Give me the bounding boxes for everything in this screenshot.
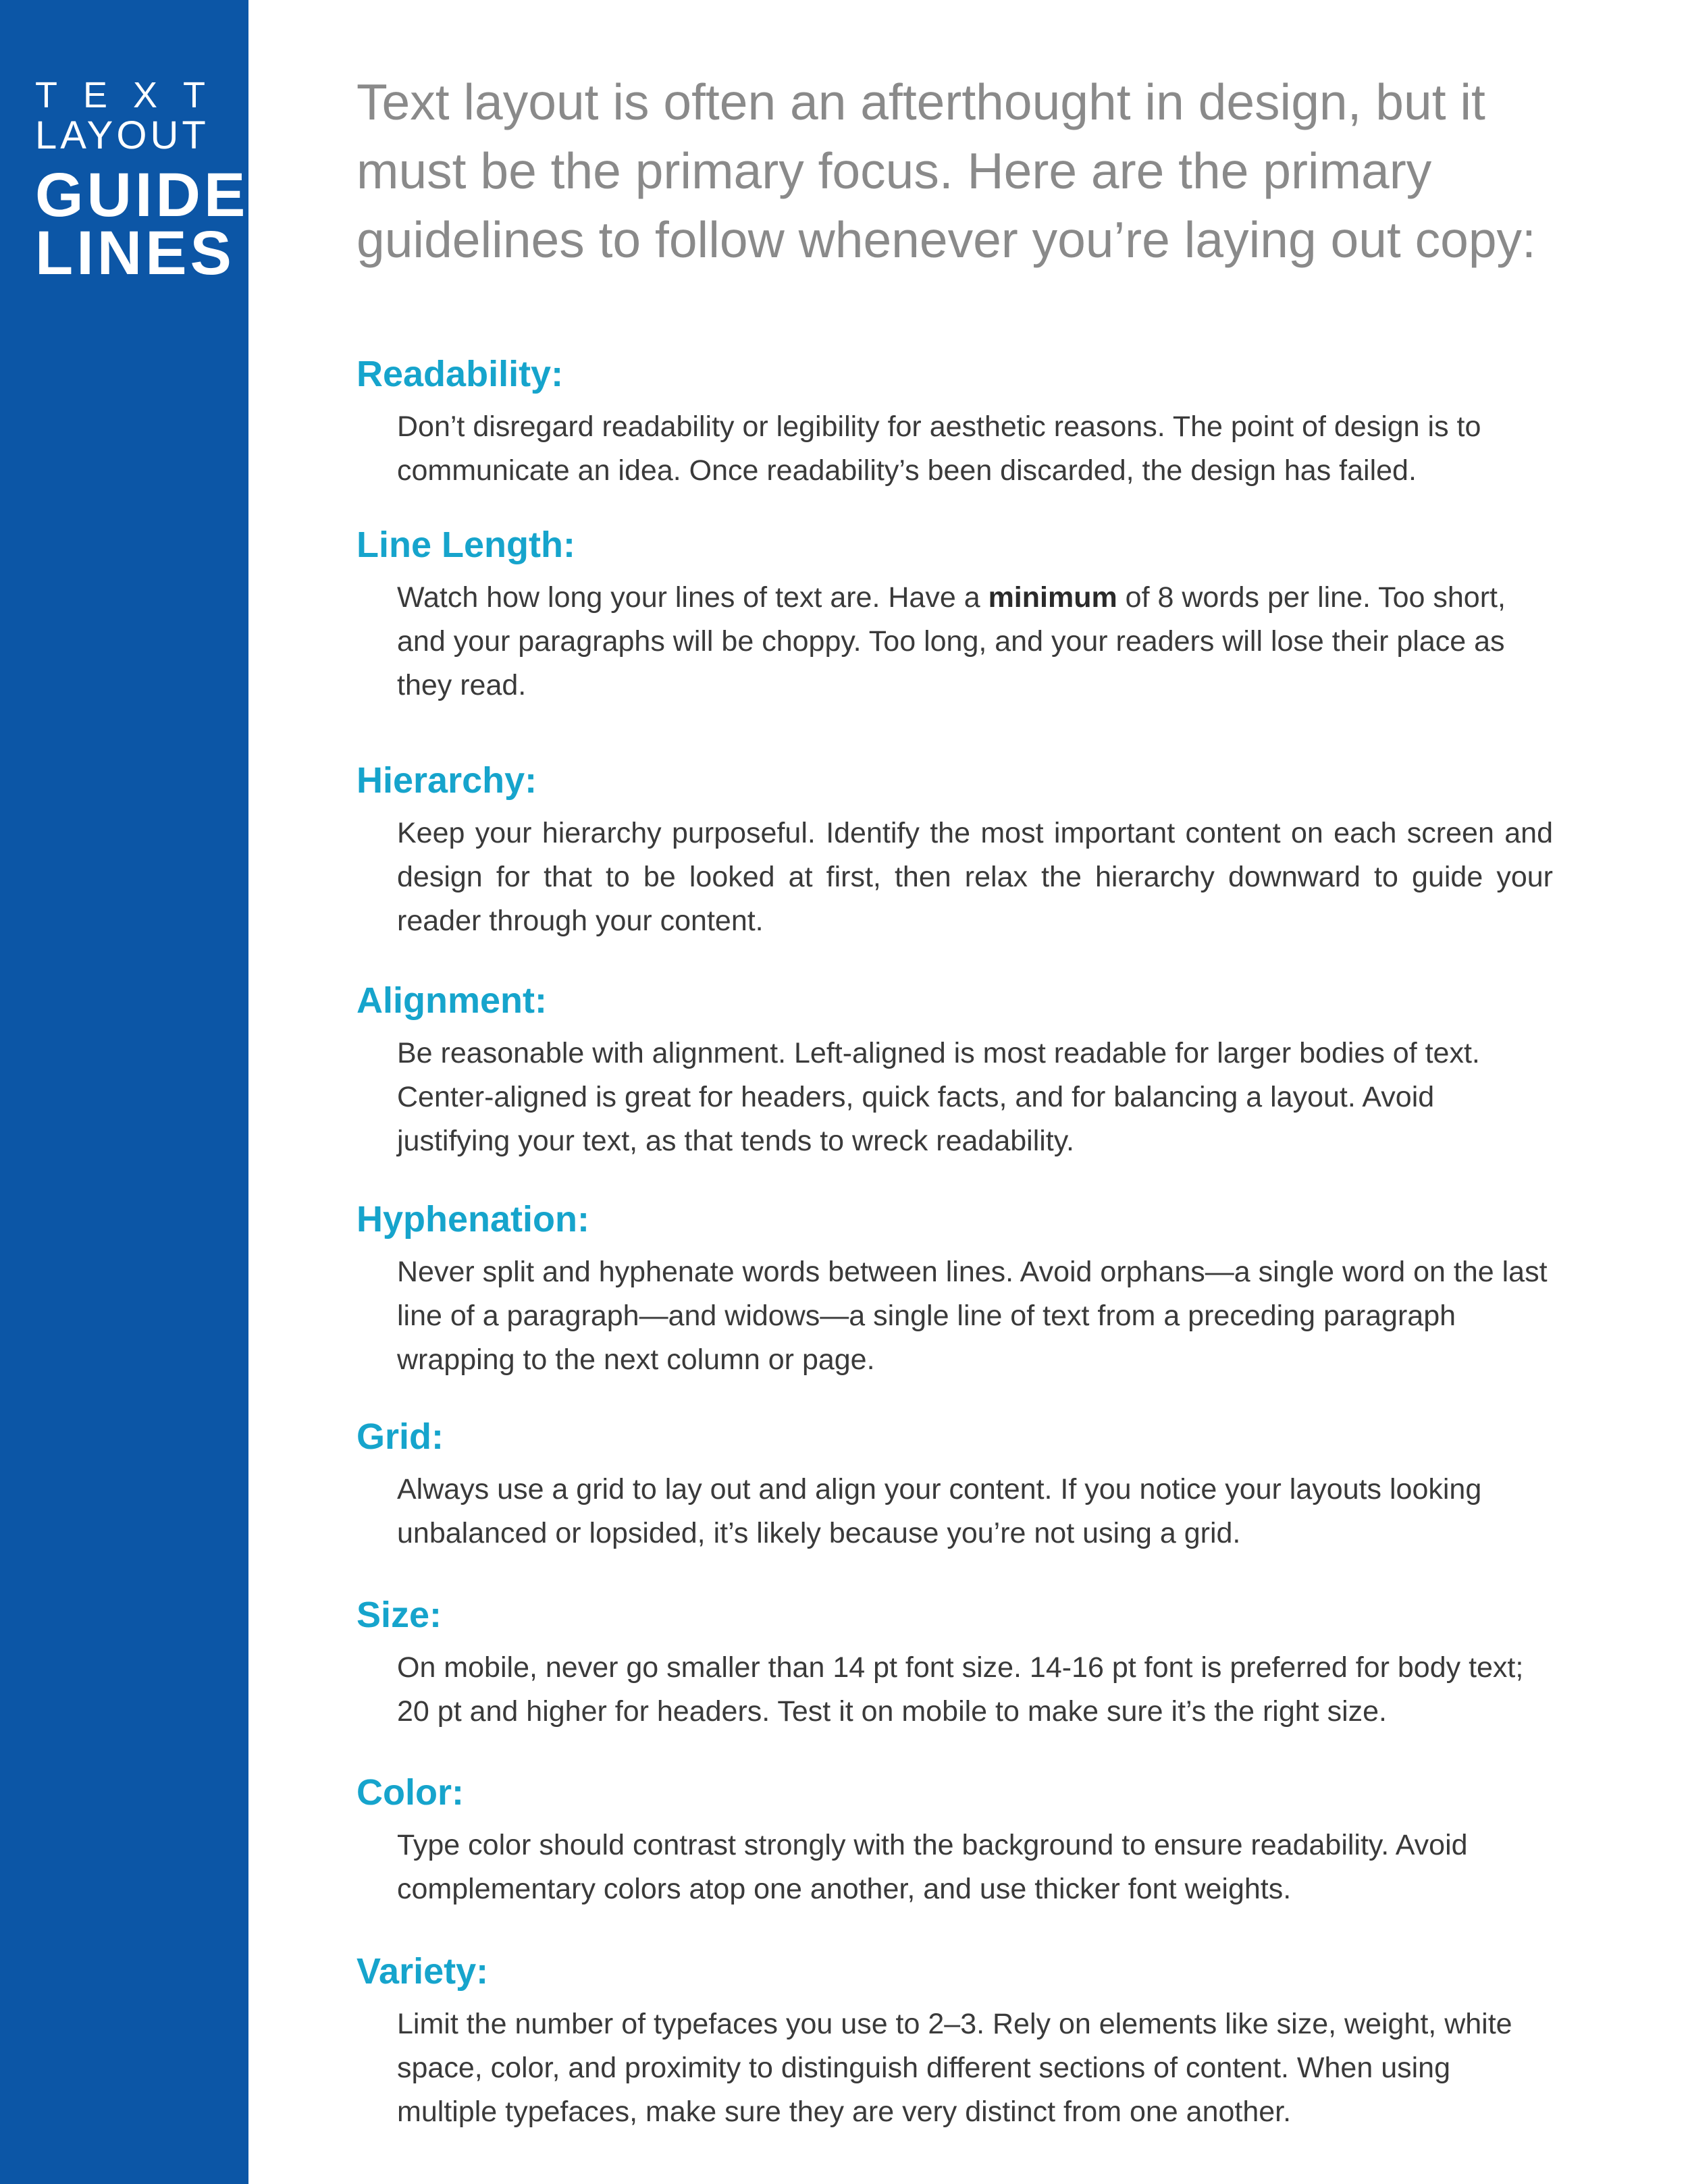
section-hyphenation bbox=[357, 1198, 1553, 1382]
section-body bbox=[397, 576, 1553, 708]
section-alignment bbox=[357, 979, 1553, 1163]
title-word-text: TEXT bbox=[35, 75, 232, 115]
body-text-part: of 8 words per line. Too short, and your paragraphs will be choppy. Too long, and your readers will lose their place as they read. bbox=[397, 581, 1506, 701]
section-heading: Hierarchy: bbox=[357, 760, 537, 801]
title-word-guide: GUIDE bbox=[35, 161, 249, 230]
sidebar-title bbox=[35, 75, 249, 288]
body-text-part: Watch how long your lines of text are. Have a bbox=[397, 581, 988, 614]
section-body: Type color should contrast strongly with the background to ensure readability. Avoid complementary colors atop one another, and use thicker font weights. bbox=[397, 1829, 1468, 1905]
section-body: Never split and hyphenate words between lines. Avoid orphans—a single word on the last line of a paragraph—and widows—a single line of text from a preceding paragraph wrapping to the next column or page. bbox=[397, 1256, 1548, 1376]
section-variety bbox=[357, 1950, 1553, 2134]
section-grid bbox=[357, 1415, 1553, 1555]
section-heading: Hyphenation: bbox=[357, 1199, 589, 1240]
section-color bbox=[357, 1771, 1553, 1911]
section-heading: Size: bbox=[357, 1595, 442, 1635]
section-heading: Color: bbox=[357, 1772, 464, 1813]
section-body: Don’t disregard readability or legibility for aesthetic reasons. The point of design is to communicate an idea. Once readability’s been discarded, the design has failed. bbox=[397, 410, 1481, 487]
section-heading: Alignment: bbox=[357, 980, 547, 1021]
sidebar bbox=[0, 0, 248, 2184]
title-word-lines: LINES bbox=[35, 219, 235, 288]
section-heading: Readability: bbox=[357, 354, 564, 394]
section-heading: Line Length: bbox=[357, 525, 575, 565]
title-word-layout: LAYOUT bbox=[35, 113, 209, 157]
section-heading: Grid: bbox=[357, 1416, 444, 1457]
section-readability bbox=[357, 352, 1553, 493]
section-body: Limit the number of typefaces you use to 2–3. Rely on elements like size, weight, white space, color, and proximity to distinguish different sections of content. When using multiple typefaces, make sure they are very distinct from one another. bbox=[397, 2008, 1512, 2128]
section-size bbox=[357, 1593, 1553, 1734]
section-body: Be reasonable with alignment. Left-aligned is most readable for larger bodies of text. Center-aligned is great for headers, quick facts, and for balancing a layout. Avoid justifying your text, as that tends to wreck readability. bbox=[397, 1037, 1480, 1157]
section-line-length bbox=[357, 523, 1553, 708]
section-body: Keep your hierarchy purposeful. Identify the most important content on each screen and design for that to be looked at first, then relax the hierarchy downward to guide your reader through your content. bbox=[397, 817, 1553, 937]
section-body: Always use a grid to lay out and align your content. If you notice your layouts looking unbalanced or lopsided, it’s likely because you’re not using a grid. bbox=[397, 1473, 1482, 1549]
section-body: On mobile, never go smaller than 14 pt font size. 14-16 pt font is preferred for body text; 20 pt and higher for headers. Test it on mobile to make sure it’s the right size. bbox=[397, 1651, 1524, 1728]
intro-paragraph: Text layout is often an afterthought in design, but it must be the primary focus. Here are the primary guidelines to follow whenever you’re laying out copy: bbox=[357, 74, 1536, 268]
section-heading: Variety: bbox=[357, 1951, 489, 1992]
body-emphasis: minimum bbox=[988, 581, 1117, 614]
section-hierarchy bbox=[357, 759, 1553, 943]
